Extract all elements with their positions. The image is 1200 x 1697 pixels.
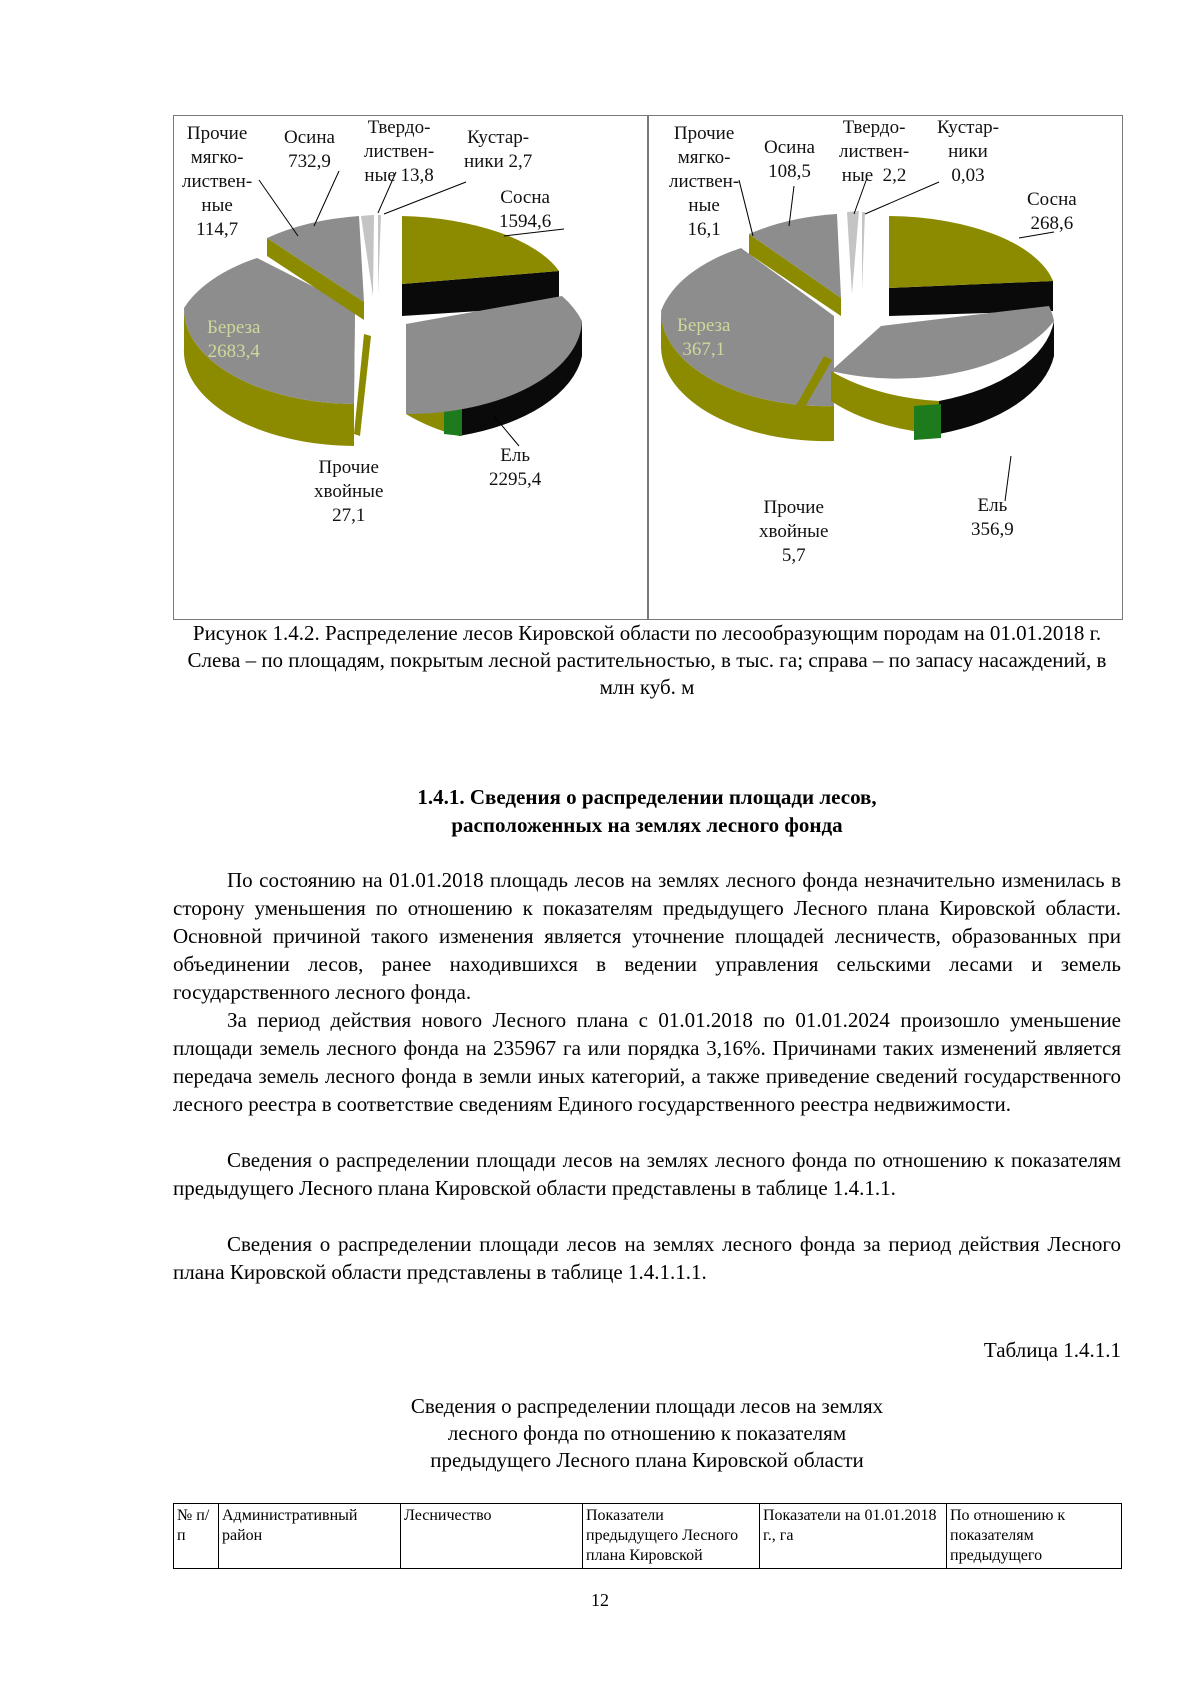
label-osina: Осина 108,5 [764,137,815,182]
slice-myagkolistv-top [361,215,374,296]
leader-line [314,171,339,226]
slice-prochie-hvoynye [354,334,371,436]
table-header-cell: По отношению к показателям предыдущего [947,1504,1122,1569]
paragraph-2: За период действия нового Лесного плана с 01.01.2018 по 01.01.2024 произошло уменьшение площади земель лесного фонда на 235967 га или порядка 3,16%. Причинами таких изменений является передача земель лесного фонда в земли иных категорий, а также приведение сведений государственного лесного реестра в соответствие сведениям Единого государственного реестра недвижимости. [173,1008,1121,1116]
label-prochie-hvoynye: Прочие хвойные 5,7 [759,497,829,566]
slice-tverdolistv-top [378,215,381,294]
chart-left-area [174,116,647,619]
table-header-cell: № п/п [174,1504,219,1569]
leader-line [259,180,298,236]
table-header-row [174,1504,1122,1569]
label-el: Ель 2295,4 [489,445,542,490]
section-heading [173,783,1121,839]
label-el: Ель 356,9 [971,495,1014,540]
table-title-line3: предыдущего Лесного плана Кировской области [430,1448,864,1472]
slice-tverdolistv-top [862,212,865,291]
label-sosna: Сосна 1594,6 [499,187,552,232]
label-sosna: Сосна 268,6 [1027,189,1077,234]
table-header-cell: Показатели на 01.01.2018 г., га [760,1504,947,1569]
label-kustarniki: Кустар- ники 0,03 [937,117,999,186]
paragraph-3: Сведения о распределении площади лесов на землях лесного фонда по отношению к показателям предыдущего Лесного плана Кировской области представлены в таблице 1.4.1.1. [173,1148,1121,1200]
table-header-cell: Показатели предыдущего Лесного плана Кировской [583,1504,760,1569]
slice-el-side-green [914,404,941,440]
label-bereza: Береза 2683,4 [207,317,261,362]
slice-myagkolistv-top [847,211,859,294]
section-heading-line2: расположенных на землях лесного фонда [451,813,843,837]
table-title-line1: Сведения о распределении площади лесов на землях [410,1394,884,1418]
table-header-cell: Административный район [219,1504,401,1569]
label-prochie-myagkolistv: Прочие мягко- листвен- ные 114,7 [182,123,253,240]
data-table [173,1503,1122,1569]
table-title [173,1393,1121,1474]
label-tverdolistv: Твердо- листвен- ные 13,8 [364,117,435,186]
label-kustarniki: Кустар- ники 2,7 [464,127,533,172]
label-tverdolistv: Твердо- листвен- ные 2,2 [839,117,910,186]
chart-right-area [647,116,1122,619]
page-number: 12 [591,1590,609,1610]
table-title-line2: лесного фонда по отношению к показателям [447,1421,847,1445]
table-number: Таблица 1.4.1.1 [983,1338,1121,1362]
label-prochie-hvoynye: Прочие хвойные 27,1 [314,457,384,526]
table-header-cell: Лесничество [401,1504,583,1569]
figure-pie-charts [173,115,1123,620]
section-heading-line1: 1.4.1. Сведения о распределении площади лесов, [417,785,877,809]
label-prochie-myagkolistv: Прочие мягко- листвен- ные 16,1 [669,123,740,240]
label-bereza: Береза 367,1 [677,315,731,360]
leader-line [739,180,753,236]
slice-el-top [831,306,1054,379]
paragraph-4: Сведения о распределении площади лесов на землях лесного фонда за период действия Лесного плана Кировской области представлены в таблице 1.4.1.1.1. [173,1232,1121,1284]
paragraph-1: По состоянию на 01.01.2018 площадь лесов на землях лесного фонда незначительно изменилась в сторону уменьшения по отношению к показателям предыдущего Лесного плана Кировской области. Основной причиной такого изменения является уточнение площадей лесничеств, образованных при объединении лесов, ранее находившихся в ведении управления сельскими лесами и земель государственного лесного фонда. [173,868,1121,1004]
figure-caption: Рисунок 1.4.2. Распределение лесов Кировской области по лесообразующим породам на 01.01.2018 г. Слева – по площадям, покрытым лесной растительностью, в тыс. га; справа – по запасу насаждений, в млн куб. м [187,621,1107,699]
label-osina: Осина 732,9 [284,127,335,172]
